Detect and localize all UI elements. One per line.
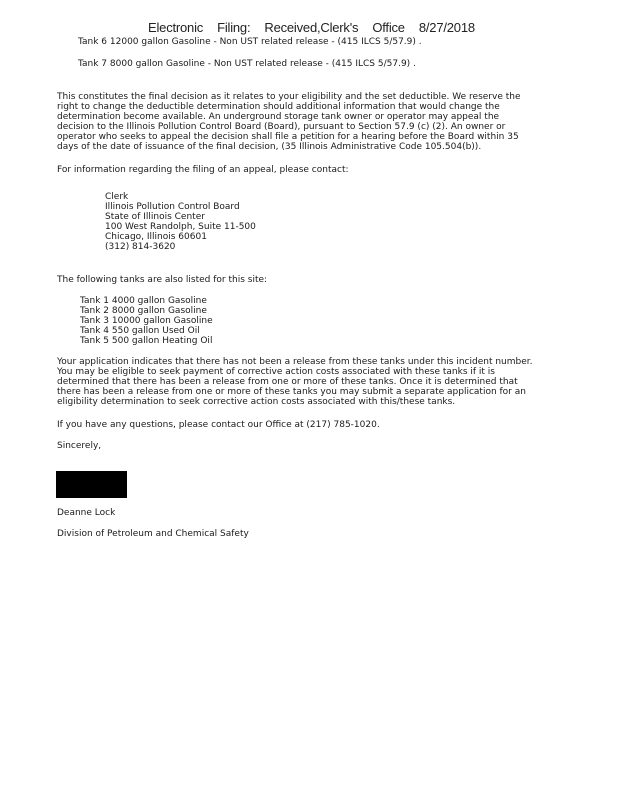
final-decision-paragraph [57,92,547,152]
address-line: Clerk [105,192,129,202]
stamp-received: Received,Clerk's [264,20,359,35]
address-line: Illinois Pollution Control Board [105,202,240,212]
tank-list-item: Tank 4 550 gallon Used Oil [80,326,200,336]
stamp-office: Office [372,20,405,35]
paragraph-line: This constitutes the final decision as it relates to your eligibility and the set deductible. We reserve the [57,92,521,102]
signer-name: Deanne Lock [57,508,116,518]
paragraph-line: Your application indicates that there has not been a release from these tanks under this incident number. [57,357,533,367]
paragraph-line: determined that there has been a release from one or more of these tanks. Once it is determined that [57,377,518,387]
address-line: Chicago, Illinois 60601 [105,232,207,242]
address-line: (312) 814-3620 [105,242,176,252]
paragraph-line: days of the date of issuance of the final decision, (35 Illinois Administrative Code 105.504(b)). [57,142,482,152]
tank-list-item: Tank 3 10000 gallon Gasoline [80,316,213,326]
address-line: 100 West Randolph, Suite 11-500 [105,222,256,232]
paragraph-line: decision to the Illinois Pollution Control Board (Board), pursuant to Section 57.9 (c) (2). An owner or [57,122,506,132]
tank-list-item: Tank 1 4000 gallon Gasoline [80,296,207,306]
closing-text: Sincerely, [57,441,102,451]
other-tanks-intro: The following tanks are also listed for this site: [57,275,268,285]
stamp-date: 8/27/2018 [418,20,475,35]
stamp-filing: Filing: [217,20,251,35]
paragraph-line: right to change the deductible determination should additional information that would change the [57,102,500,112]
application-paragraph [57,357,547,407]
address-line: State of Illinois Center [105,212,205,222]
paragraph-line: there has been a release from one or more of these tanks you may submit a separate application for an [57,387,526,397]
stamp-electronic: Electronic [148,20,204,35]
questions-contact-text: If you have any questions, please contact our Office at (217) 785-1020. [57,420,380,430]
paragraph-line: determination become available. An underground storage tank owner or operator may appeal the [57,112,500,122]
signer-division: Division of Petroleum and Chemical Safety [57,529,249,539]
tank-list-item: Tank 2 8000 gallon Gasoline [80,306,207,316]
clerk-address-block [105,192,256,252]
paragraph-line: eligibility determination to seek corrective action costs associated with this/these tanks. [57,397,456,407]
other-tanks-list [80,296,213,346]
release-tank-line-7: Tank 7 8000 gallon Gasoline - Non UST related release - (415 ILCS 5/57.9) . [78,59,416,69]
release-tank-line-6: Tank 6 12000 gallon Gasoline - Non UST related release - (415 ILCS 5/57.9) . [78,37,422,47]
paragraph-line: operator who seeks to appeal the decision shall file a petition for a hearing before the Board within 35 [57,132,519,142]
paragraph-line: You may be eligible to seek payment of corrective action costs associated with these tanks if it is [57,367,495,377]
electronic-filing-stamp [148,20,475,35]
redacted-signature [56,471,127,498]
tank-list-item: Tank 5 500 gallon Heating Oil [80,336,213,346]
appeal-info-text: For information regarding the filing of an appeal, please contact: [57,165,349,175]
